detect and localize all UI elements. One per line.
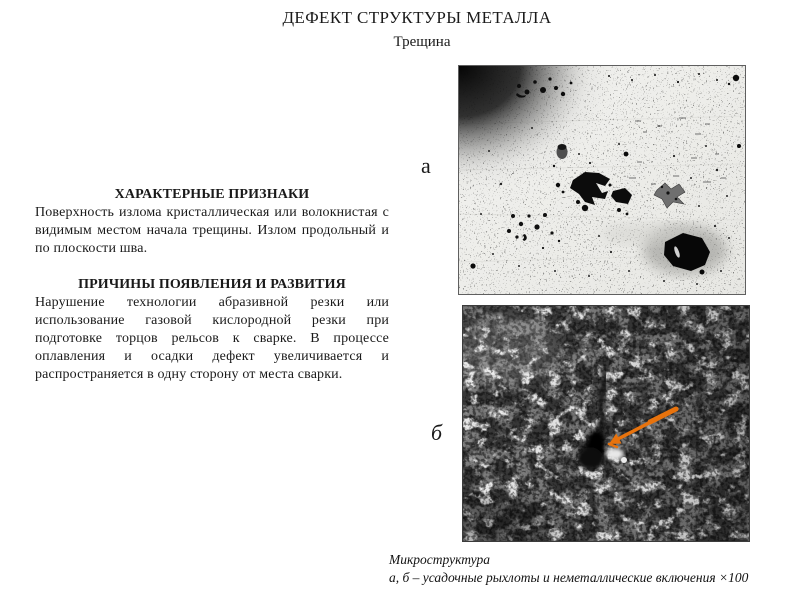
dark-corner-shadow bbox=[459, 66, 634, 211]
slide-subtitle: Трещина bbox=[393, 34, 451, 50]
figure-b-label: б bbox=[431, 420, 443, 445]
micrograph-photo-a bbox=[458, 65, 746, 295]
figure-caption bbox=[389, 551, 789, 587]
slide-title: ДЕФЕКТ СТРУКТУРЫ МЕТАЛЛА bbox=[282, 8, 552, 27]
micrograph-b-graphic bbox=[463, 306, 749, 541]
caption-line1: Микроструктура bbox=[389, 552, 490, 567]
text-panel bbox=[35, 186, 389, 384]
figure-a-label: а bbox=[421, 153, 431, 178]
section-signs-body: Поверхность излома кристаллическая или волокнистая с видимым местом начала трещины. Излом продольный и по плоскости шва. bbox=[35, 205, 389, 256]
section-causes-heading: ПРИЧИНЫ ПОЯВЛЕНИЯ И РАЗВИТИЯ bbox=[78, 277, 346, 292]
micrograph-photo-b bbox=[462, 305, 750, 542]
micrograph-a-graphic bbox=[459, 66, 745, 294]
paragraph-gap bbox=[35, 258, 389, 276]
caption-line2: а, б – усадочные рыхлоты и неметаллические включения ×100 bbox=[389, 570, 749, 585]
section-signs-heading: ХАРАКТЕРНЫЕ ПРИЗНАКИ bbox=[114, 187, 310, 202]
gray-inclusion bbox=[557, 144, 568, 159]
section-causes-body: Нарушение технологии абразивной резки или использование газовой кислородной резки при подготовке торцов рельсов к сварке. В процессе оплавления и осадки дефект увеличивается и распространяется в одну сторону от места сварки. bbox=[35, 295, 389, 382]
